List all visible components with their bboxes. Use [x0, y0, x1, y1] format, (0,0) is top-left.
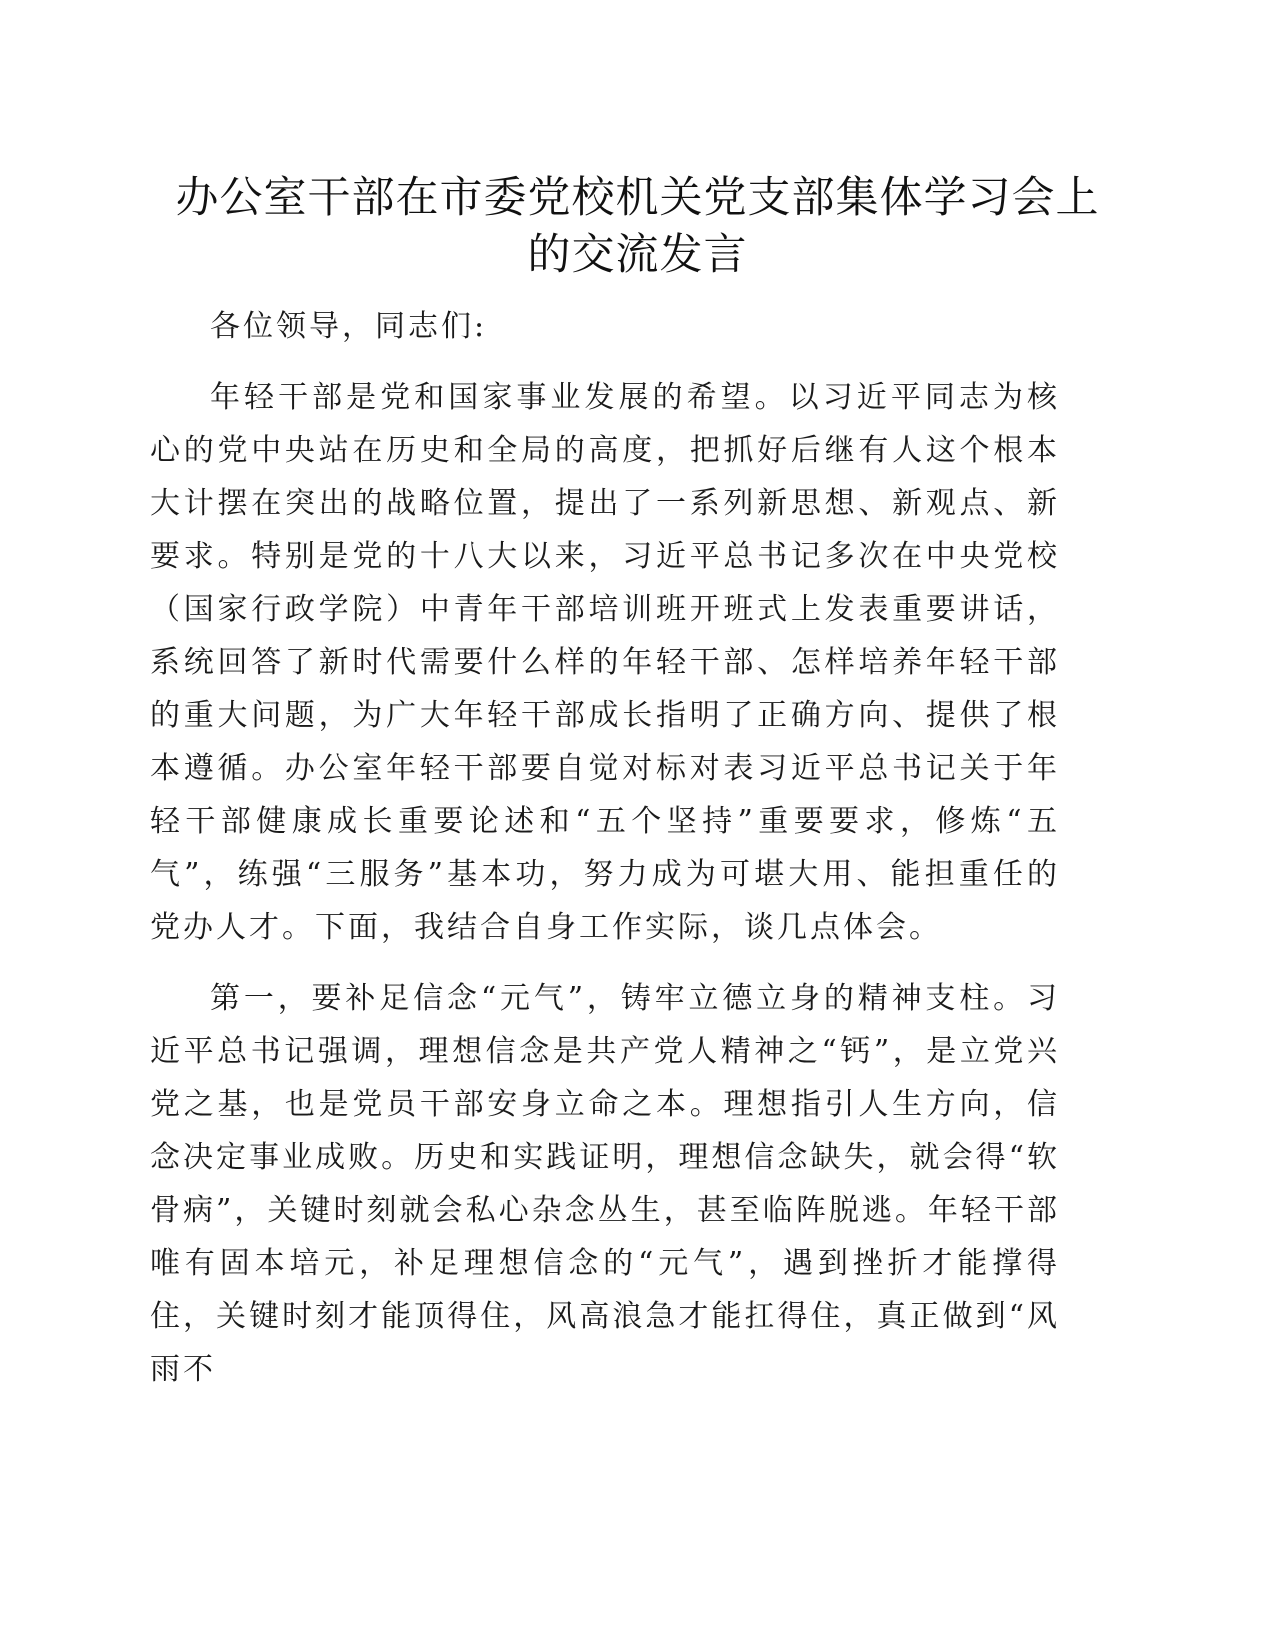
paragraph-introduction: 年轻干部是党和国家事业发展的希望。以习近平同志为核心的党中央站在历史和全局的高度，把抓好后继有人这个根本大计摆在突出的战略位置，提出了一系列新思想、新观点、新要求。特别是党的十八大以来，习近平总书记多次在中央党校（国家行政学院）中青年干部培训班开班式上发表重要讲话，系统回答了新时代需要什么样的年轻干部、怎样培养年轻干部的重大问题，为广大年轻干部成长指明了正确方向、提供了根本遵循。办公室年轻干部要自觉对标对表习近平总书记关于年轻干部健康成长重要论述和“五个坚持”重要要求，修炼“五气”，练强“三服务”基本功，努力成为可堪大用、能担重任的党办人才。下面，我结合自身工作实际，谈几点体会。	[150, 380, 1060, 945]
salutation: 各位领导，同志们:	[210, 309, 488, 344]
document-title	[150, 170, 1125, 284]
document-body	[150, 300, 1060, 1396]
paragraph-first-point: 第一，要补足信念“元气”，铸牢立德立身的精神支柱。习近平总书记强调，理想信念是共产党人精神之“钙”，是立党兴党之基，也是党员干部安身立命之本。理想指引人生方向，信念决定事业成败。历史和实践证明，理想信念缺失，就会得“软骨病”，关键时刻就会私心杂念丛生，甚至临阵脱逃。年轻干部唯有固本培元，补足理想信念的“元气”，遇到挫折才能撑得住，关键时刻才能顶得住，风高浪急才能扛得住，真正做到“风雨不	[150, 981, 1060, 1387]
title-line-2: 的交流发言	[527, 230, 748, 280]
title-line-1: 办公室干部在市委党校机关党支部集体学习会上	[175, 173, 1100, 223]
